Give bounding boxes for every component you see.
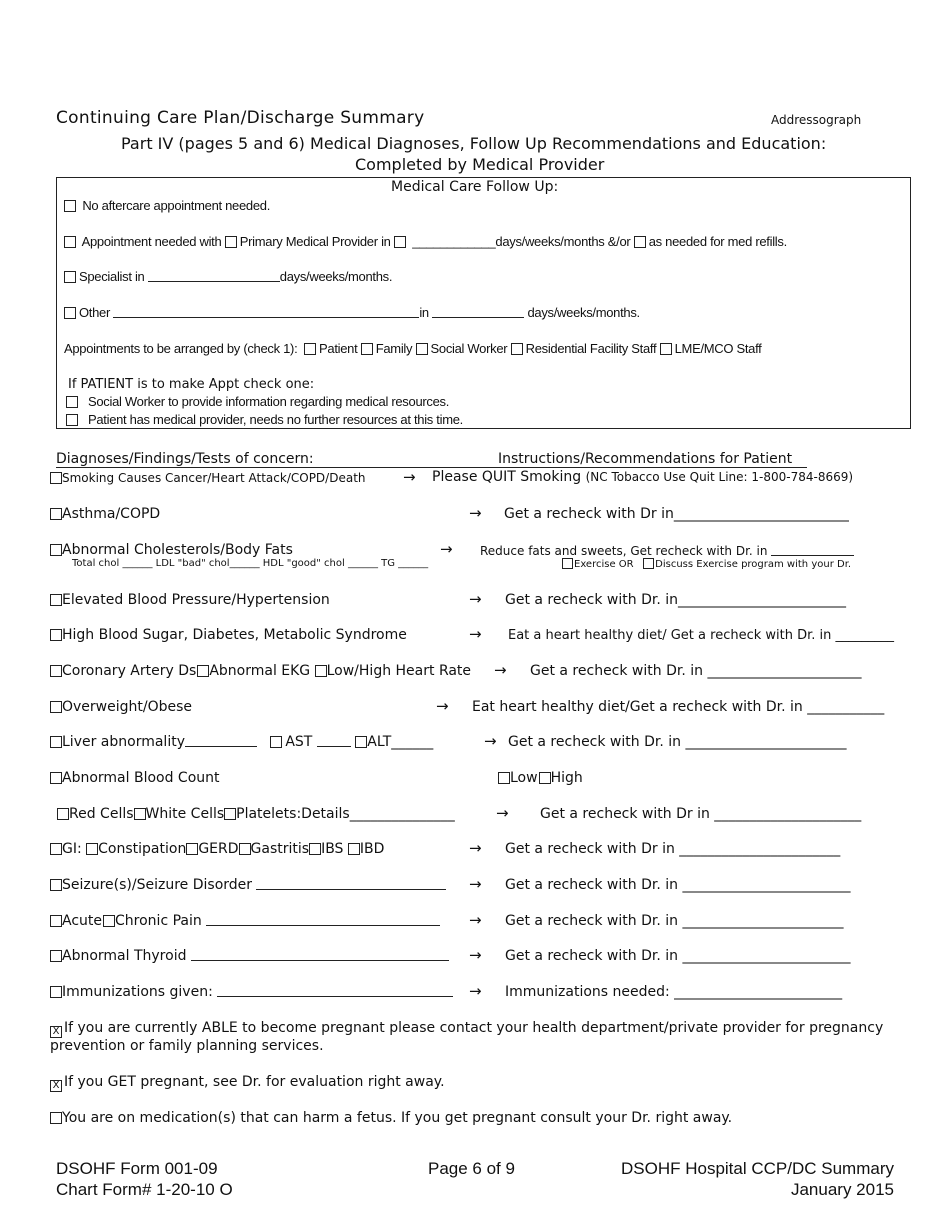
appt-needed-checkbox[interactable] xyxy=(64,236,76,248)
social-worker-checkbox[interactable] xyxy=(416,343,428,355)
form-title: Continuing Care Plan/Discharge Summary xyxy=(56,108,425,128)
gerd-label: GERD xyxy=(198,841,239,857)
obese-label: Overweight/Obese xyxy=(62,699,193,715)
instructions-column-heading: Instructions/Recommendations for Patient xyxy=(498,451,793,467)
sw-provide-label: Social Worker to provide information regarding medical resources. xyxy=(88,394,450,409)
cad-label: Coronary Artery Ds xyxy=(62,663,197,679)
able-pregnant-checkbox[interactable]: X xyxy=(50,1026,62,1038)
bp-row xyxy=(50,592,330,608)
liver-label: Liver abnormality xyxy=(62,734,185,750)
seizure-row xyxy=(50,877,446,893)
constipation-checkbox[interactable] xyxy=(86,843,98,855)
low-checkbox[interactable] xyxy=(498,772,510,784)
smoking-arrow: → xyxy=(403,468,416,486)
no-aftercare-row xyxy=(64,198,270,213)
no-aftercare-checkbox[interactable] xyxy=(64,200,76,212)
platelets-checkbox[interactable] xyxy=(224,808,236,820)
no-aftercare-label: No aftercare appointment needed. xyxy=(82,198,271,213)
addressograph-label: Addressograph xyxy=(771,113,862,127)
liver-instruction[interactable]: Get a recheck with Dr. in _______________________ xyxy=(508,734,847,750)
thyroid-checkbox[interactable] xyxy=(50,950,62,962)
specialist-blank[interactable] xyxy=(148,269,280,282)
blood-count-checkbox[interactable] xyxy=(50,772,62,784)
blood-count-row xyxy=(50,770,220,786)
other-label: Other xyxy=(79,305,111,320)
alt-checkbox[interactable] xyxy=(355,736,367,748)
other-days: days/weeks/months. xyxy=(524,305,640,320)
thyroid-instruction[interactable]: Get a recheck with Dr. in ________________________ xyxy=(505,948,851,964)
followup-heading: Medical Care Follow Up: xyxy=(391,179,559,195)
white-cells-checkbox[interactable] xyxy=(134,808,146,820)
immunizations-arrow: → xyxy=(469,982,482,1000)
acute-label: Acute xyxy=(62,913,103,929)
immunizations-given-blank[interactable] xyxy=(217,984,453,997)
heart-rate-checkbox[interactable] xyxy=(315,665,327,677)
arranged-by-label: Appointments to be arranged by (check 1): xyxy=(64,341,298,356)
footer-chart-form: Chart Form# 1-20-10 O xyxy=(56,1180,233,1199)
completed-by: Completed by Medical Provider xyxy=(355,155,605,174)
get-pregnant-row xyxy=(50,1074,445,1092)
asthma-row xyxy=(50,506,160,522)
cholesterol-arrow: → xyxy=(440,540,453,558)
liver-checkbox[interactable] xyxy=(50,736,62,748)
ibs-label: IBS xyxy=(321,841,344,857)
get-pregnant-checkbox[interactable]: X xyxy=(50,1080,62,1092)
exercise-options xyxy=(562,558,851,570)
quit-smoking-label: Please QUIT Smoking xyxy=(432,469,582,485)
lme-checkbox[interactable] xyxy=(660,343,672,355)
liver-blank[interactable] xyxy=(185,734,257,747)
able-pregnant-row xyxy=(50,1020,883,1038)
diagnoses-column-heading: Diagnoses/Findings/Tests of concern: xyxy=(56,451,314,467)
cad-arrow: → xyxy=(494,661,507,679)
discuss-exercise-checkbox[interactable] xyxy=(643,558,654,569)
red-cells-checkbox[interactable] xyxy=(57,808,69,820)
gastritis-checkbox[interactable] xyxy=(239,843,251,855)
appt-needed-row xyxy=(64,234,787,249)
gi-checkbox[interactable] xyxy=(50,843,62,855)
blood-instruction[interactable]: Get a recheck with Dr in _____________________ xyxy=(540,806,862,822)
able-pregnant-line1: If you are currently ABLE to become pregnant please contact your health department/private provider for pregnancy xyxy=(64,1020,884,1036)
cholesterol-instruction xyxy=(480,543,854,558)
cholesterol-recheck-blank[interactable] xyxy=(771,543,854,556)
gi-label: GI: xyxy=(62,841,82,857)
days-checkbox[interactable] xyxy=(394,236,406,248)
sugar-checkbox[interactable] xyxy=(50,629,62,641)
thyroid-label: Abnormal Thyroid xyxy=(62,948,187,964)
cholesterol-values[interactable]: Total chol ______ LDL "bad" chol______ HDL "good" chol ______ TG ______ xyxy=(72,558,429,569)
other-blank[interactable] xyxy=(113,305,419,318)
exercise-or-label: Exercise OR xyxy=(574,559,634,570)
low-label: Low xyxy=(510,770,538,786)
pain-instruction[interactable]: Get a recheck with Dr. in _______________________ xyxy=(505,913,844,929)
red-cells-label: Red Cells xyxy=(69,806,134,822)
sw-provide-checkbox[interactable] xyxy=(66,396,78,408)
high-label: High xyxy=(550,770,583,786)
cad-row xyxy=(50,663,471,679)
chronic-pain-label: Chronic Pain xyxy=(115,913,202,929)
asthma-instruction[interactable]: Get a recheck with Dr in_________________________ xyxy=(504,506,849,522)
sugar-instruction[interactable]: Eat a heart healthy diet/ Get a recheck with Dr. in _________ xyxy=(508,628,895,643)
bp-checkbox[interactable] xyxy=(50,594,62,606)
platelets-label[interactable]: Platelets:Details_______________ xyxy=(236,806,455,822)
seizure-blank[interactable] xyxy=(256,877,446,890)
footer-form-number: DSOHF Form 001-09 xyxy=(56,1159,218,1178)
lme-label: LME/MCO Staff xyxy=(674,341,762,356)
blood-arrow: → xyxy=(496,804,509,822)
bp-instruction[interactable]: Get a recheck with Dr. in________________________ xyxy=(505,592,846,608)
cell-types-row xyxy=(57,806,455,822)
other-checkbox[interactable] xyxy=(64,307,76,319)
immunizations-needed[interactable]: Immunizations needed: ________________________ xyxy=(505,984,843,1000)
ekg-checkbox[interactable] xyxy=(197,665,209,677)
liver-arrow: → xyxy=(484,732,497,750)
as-needed-label: as needed for med refills. xyxy=(648,234,787,249)
seizure-arrow: → xyxy=(469,875,482,893)
high-checkbox[interactable] xyxy=(539,772,551,784)
get-pregnant-label: If you GET pregnant, see Dr. for evaluation right away. xyxy=(64,1074,445,1090)
ast-checkbox[interactable] xyxy=(270,736,282,748)
immunizations-given-label: Immunizations given: xyxy=(62,984,213,1000)
obese-instruction[interactable]: Eat heart healthy diet/Get a recheck with Dr. in ___________ xyxy=(472,699,885,715)
thyroid-row xyxy=(50,948,449,964)
obese-arrow: → xyxy=(436,697,449,715)
white-cells-label: White Cells xyxy=(145,806,225,822)
seizure-label: Seizure(s)/Seizure Disorder xyxy=(62,877,253,893)
seizure-checkbox[interactable] xyxy=(50,879,62,891)
sugar-arrow: → xyxy=(469,625,482,643)
cad-checkbox[interactable] xyxy=(50,665,62,677)
gi-arrow: → xyxy=(469,839,482,857)
heart-rate-label: Low/High Heart Rate xyxy=(326,663,472,679)
medication-checkbox[interactable] xyxy=(50,1112,62,1124)
specialist-label: Specialist in xyxy=(79,269,145,284)
family-checkbox[interactable] xyxy=(361,343,373,355)
patient-label: Patient xyxy=(319,341,358,356)
pain-row xyxy=(50,913,440,929)
ibd-checkbox[interactable] xyxy=(348,843,360,855)
specialist-row xyxy=(64,269,392,284)
thyroid-arrow: → xyxy=(469,946,482,964)
obese-row xyxy=(50,699,192,715)
seizure-instruction[interactable]: Get a recheck with Dr. in ________________________ xyxy=(505,877,851,893)
obese-checkbox[interactable] xyxy=(50,701,62,713)
discuss-exercise-label: Discuss Exercise program with your Dr. xyxy=(655,559,852,570)
pain-arrow: → xyxy=(469,911,482,929)
sw-provide-row xyxy=(66,394,449,409)
constipation-label: Constipation xyxy=(98,841,187,857)
footer-summary: DSOHF Hospital CCP/DC Summary xyxy=(621,1159,894,1178)
exercise-checkbox[interactable] xyxy=(562,558,573,569)
cholesterol-checkbox[interactable] xyxy=(50,544,62,556)
other-row xyxy=(64,305,640,320)
gerd-checkbox[interactable] xyxy=(186,843,198,855)
pain-blank[interactable] xyxy=(206,913,440,926)
cholesterol-instruction-label: Reduce fats and sweets, Get recheck with Dr. in xyxy=(480,544,768,558)
specialist-checkbox[interactable] xyxy=(64,271,76,283)
smoking-row xyxy=(50,470,366,486)
able-pregnant-line2: prevention or family planning services. xyxy=(50,1038,324,1054)
appt-needed-label: Appointment needed with xyxy=(81,234,222,249)
bp-label: Elevated Blood Pressure/Hypertension xyxy=(62,592,330,608)
gastritis-label: Gastritis xyxy=(250,841,310,857)
days-weeks-months-or: days/weeks/months &/or xyxy=(495,234,631,249)
residential-checkbox[interactable] xyxy=(511,343,523,355)
cholesterol-label: Abnormal Cholesterols/Body Fats xyxy=(62,542,293,558)
footer-date: January 2015 xyxy=(790,1180,894,1199)
ibd-label: IBD xyxy=(359,841,385,857)
family-label: Family xyxy=(375,341,413,356)
smoking-label: Smoking Causes Cancer/Heart Attack/COPD/Death xyxy=(62,471,366,485)
ekg-label: Abnormal EKG xyxy=(209,663,311,679)
medication-label: You are on medication(s) that can harm a fetus. If you get pregnant consult your Dr. right away. xyxy=(62,1110,733,1126)
specialist-days: days/weeks/months. xyxy=(279,269,393,284)
alt-label[interactable]: ALT______ xyxy=(367,734,434,750)
part-heading: Part IV (pages 5 and 6) Medical Diagnoses, Follow Up Recommendations and Education: xyxy=(121,134,827,153)
arranged-by-row xyxy=(64,341,762,356)
quit-line-label: (NC Tobacco Use Quit Line: 1-800-784-8669) xyxy=(585,470,854,484)
footer-page-number: Page 6 of 9 xyxy=(428,1159,515,1178)
smoking-checkbox[interactable] xyxy=(50,472,62,484)
primary-provider-checkbox[interactable] xyxy=(225,236,237,248)
low-high-options xyxy=(498,770,583,786)
chronic-pain-checkbox[interactable] xyxy=(103,915,115,927)
cholesterol-row xyxy=(50,542,293,558)
acute-checkbox[interactable] xyxy=(50,915,62,927)
residential-label: Residential Facility Staff xyxy=(525,341,657,356)
has-provider-row xyxy=(66,412,463,427)
other-in: in xyxy=(419,305,429,320)
ast-blank[interactable] xyxy=(317,734,351,747)
gi-row xyxy=(50,841,384,857)
cad-instruction[interactable]: Get a recheck with Dr. in ______________________ xyxy=(530,663,862,679)
asthma-label: Asthma/COPD xyxy=(62,506,161,522)
has-provider-checkbox[interactable] xyxy=(66,414,78,426)
blood-count-label: Abnormal Blood Count xyxy=(62,770,220,786)
medication-row xyxy=(50,1110,732,1126)
sugar-row xyxy=(50,627,407,643)
smoking-instruction xyxy=(432,469,853,485)
asthma-arrow: → xyxy=(469,504,482,522)
immunizations-row xyxy=(50,984,453,1000)
as-needed-checkbox[interactable] xyxy=(634,236,646,248)
days-blank[interactable]: ____________ xyxy=(412,234,496,249)
if-patient-label: If PATIENT is to make Appt check one: xyxy=(68,377,315,392)
thyroid-blank[interactable] xyxy=(191,948,449,961)
immunizations-checkbox[interactable] xyxy=(50,986,62,998)
bp-arrow: → xyxy=(469,590,482,608)
patient-checkbox[interactable] xyxy=(304,343,316,355)
ibs-checkbox[interactable] xyxy=(309,843,321,855)
asthma-checkbox[interactable] xyxy=(50,508,62,520)
liver-row xyxy=(50,734,433,750)
heading-underline xyxy=(56,467,807,468)
ast-label: AST xyxy=(285,734,313,750)
gi-instruction[interactable]: Get a recheck with Dr in _______________________ xyxy=(505,841,841,857)
social-worker-label: Social Worker xyxy=(430,341,508,356)
sugar-label: High Blood Sugar, Diabetes, Metabolic Syndrome xyxy=(62,627,407,643)
has-provider-label: Patient has medical provider, needs no further resources at this time. xyxy=(88,412,463,427)
other-days-blank[interactable] xyxy=(432,305,524,318)
primary-provider-label: Primary Medical Provider in xyxy=(239,234,391,249)
